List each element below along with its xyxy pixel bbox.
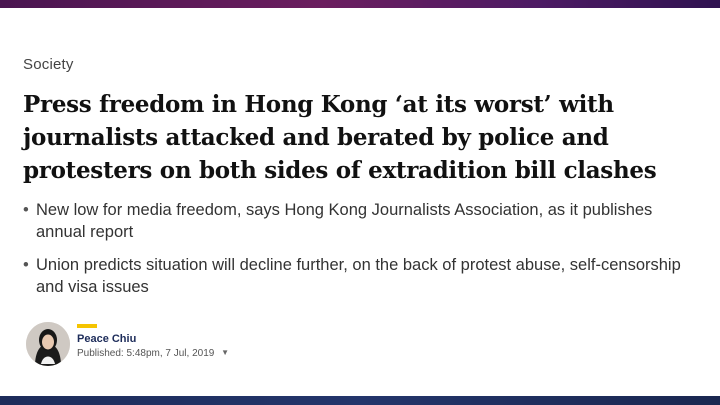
article-headline: Press freedom in Hong Kong ‘at its worst’ with journalists attacked and berated by police and protesters on both sides of extradition bill clashes xyxy=(23,91,657,184)
bullet-dot-icon: • xyxy=(23,201,29,219)
caret-down-icon[interactable]: ▼ xyxy=(221,348,230,357)
top-banner-strip xyxy=(0,0,720,8)
avatar[interactable] xyxy=(26,322,70,366)
author-portrait-icon xyxy=(26,322,70,366)
bullet-dot-icon: • xyxy=(23,256,29,274)
summary-text: New low for media freedom, says Hong Kong Journalists Association, as it publishes annual report xyxy=(36,201,653,241)
summary-text: Union predicts situation will decline further, on the back of protest abuse, self-censorship and visa issues xyxy=(36,256,681,296)
published-timestamp[interactable] xyxy=(77,348,229,359)
article-summary-list xyxy=(23,199,703,309)
author-name[interactable]: Peace Chiu xyxy=(77,333,137,345)
published-date: 5:48pm, 7 Jul, 2019 xyxy=(126,348,215,359)
summary-bullet xyxy=(23,254,703,298)
summary-bullet xyxy=(23,199,703,243)
author-accent-bar xyxy=(77,324,97,328)
published-label: Published: xyxy=(77,348,124,359)
bottom-banner-strip xyxy=(0,396,720,405)
section-label[interactable]: Society xyxy=(23,56,74,73)
